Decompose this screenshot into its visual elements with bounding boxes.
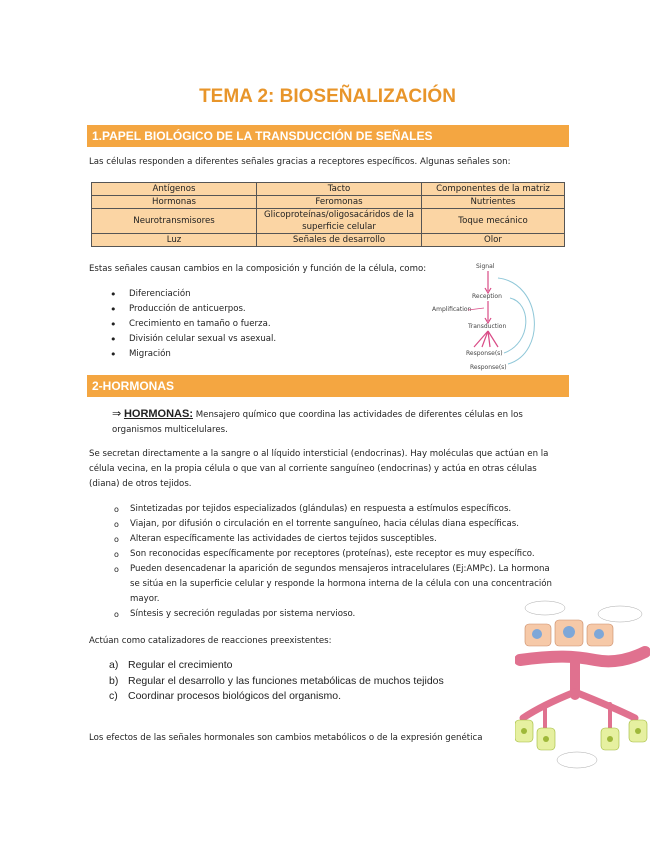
diagram-label-amplification: Amplification bbox=[432, 306, 472, 313]
list-letter: c) bbox=[109, 690, 118, 702]
list-letter: b) bbox=[109, 674, 119, 687]
table-row bbox=[92, 183, 565, 196]
page-title: TEMA 2: BIOSEÑALIZACIÓN bbox=[199, 86, 456, 107]
list-item: o Viajan, por difusión o circulación en el torrente sanguíneo, hacia células diana específicas. bbox=[114, 517, 554, 532]
label-bubble-icon bbox=[557, 752, 597, 768]
diagram-label-response-2: Response(s) bbox=[470, 364, 507, 371]
effects-list bbox=[110, 287, 276, 362]
list-item: o Sintetizadas por tejidos especializados (glándulas) en respuesta a estímulos específicos. bbox=[114, 502, 554, 517]
section-heading-2: 2-HORMONAS bbox=[87, 375, 569, 397]
table-row bbox=[92, 209, 565, 234]
table-cell: Antígenos bbox=[92, 183, 257, 196]
secretion-text: Se secretan directamente a la sangre o al líquido intersticial (endocrinas). Hay moléculas que actúan en la célula vecina, en la propia célula o que van al corriente sanguíneo (endocrinas) y actúa en otras células (diana) de otros tejidos. bbox=[89, 449, 549, 489]
blood-vessel bbox=[520, 652, 645, 728]
table-cell: Neurotransmisores bbox=[92, 209, 257, 234]
table-cell: Feromonas bbox=[257, 196, 422, 209]
label-bubble-icon bbox=[525, 601, 565, 615]
functions-list bbox=[109, 658, 444, 705]
hormone-def-text: Mensajero químico que coordina las actividades de diferentes células en los organismos multicelulares. bbox=[112, 410, 523, 435]
table-cell: Toque mecánico bbox=[422, 209, 565, 234]
diagram-feedback-loops bbox=[498, 278, 534, 364]
list-item: • Migración bbox=[110, 347, 276, 362]
list-letter: a) bbox=[109, 659, 119, 671]
list-item: o Pueden desencadenar la aparición de segundos mensajeros intracelulares (Ej:AMPc). La hormona se sitúa en la superficie celular y responde la hormona interna de la célula con una concentración mayor. bbox=[114, 562, 554, 607]
signals-table bbox=[91, 182, 565, 247]
list-item bbox=[109, 689, 444, 705]
signal-transduction-diagram bbox=[432, 258, 552, 373]
list-item: o Alteran específicamente las actividades de ciertos tejidos susceptibles. bbox=[114, 532, 554, 547]
diagram-label-transduction: Transduction bbox=[468, 323, 507, 330]
hormone-definition bbox=[112, 406, 532, 438]
table-row bbox=[92, 234, 565, 247]
label-bubble-icon bbox=[598, 606, 642, 622]
target-cells bbox=[515, 720, 647, 750]
table-cell: Nutrientes bbox=[422, 196, 565, 209]
diagram-label-signal: Signal bbox=[476, 263, 495, 270]
arrow-icon: ⇒ bbox=[112, 407, 122, 420]
list-item: o Son reconocidas específicamente por receptores (proteínas), este receptor es muy específico. bbox=[114, 547, 554, 562]
list-item: • Producción de anticuerpos. bbox=[110, 302, 276, 317]
table-cell: Olor bbox=[422, 234, 565, 247]
table-cell: Luz bbox=[92, 234, 257, 247]
list-item-text: Regular el desarrollo y las funciones metabólicas de muchos tejidos bbox=[128, 674, 444, 687]
diagram-arrows bbox=[468, 271, 498, 347]
hormone-keyword: HORMONAS: bbox=[123, 408, 194, 420]
signals-text: Estas señales causan cambios en la composición y función de la célula, como: bbox=[89, 264, 427, 274]
list-item bbox=[109, 658, 444, 674]
list-item: o Síntesis y secreción reguladas por sistema nervioso. bbox=[114, 607, 554, 622]
list-item-text: Regular el crecimiento bbox=[128, 659, 233, 671]
table-cell: Hormonas bbox=[92, 196, 257, 209]
list-item: • División celular sexual vs asexual. bbox=[110, 332, 276, 347]
table-row bbox=[92, 196, 565, 209]
list-item: • Diferenciación bbox=[110, 287, 276, 302]
hormone-circulation-illustration bbox=[515, 600, 650, 772]
list-item: • Crecimiento en tamaño o fuerza. bbox=[110, 317, 276, 332]
table-cell: Señales de desarrollo bbox=[257, 234, 422, 247]
act-text: Actúan como catalizadores de reacciones preexistentes: bbox=[89, 636, 332, 646]
list-item-text: Coordinar procesos biológicos del organismo. bbox=[128, 690, 342, 702]
section-heading-1: 1.PAPEL BIOLÓGICO DE LA TRANSDUCCIÓN DE SEÑALES bbox=[87, 125, 569, 147]
table-cell: Tacto bbox=[257, 183, 422, 196]
gland-cells bbox=[525, 620, 613, 646]
effects-text: Los efectos de las señales hormonales son cambios metabólicos o de la expresión genética bbox=[89, 733, 483, 743]
diagram-label-reception: Reception bbox=[472, 293, 502, 300]
table-cell: Componentes de la matriz bbox=[422, 183, 565, 196]
hormone-properties-list bbox=[114, 502, 554, 622]
list-item bbox=[109, 674, 444, 690]
intro-text: Las células responden a diferentes señales gracias a receptores específicos. Algunas señales son: bbox=[89, 157, 511, 167]
diagram-label-response-1: Response(s) bbox=[466, 350, 503, 357]
table-cell: Glicoproteínas/oligosacáridos de la superficie celular bbox=[257, 209, 422, 234]
